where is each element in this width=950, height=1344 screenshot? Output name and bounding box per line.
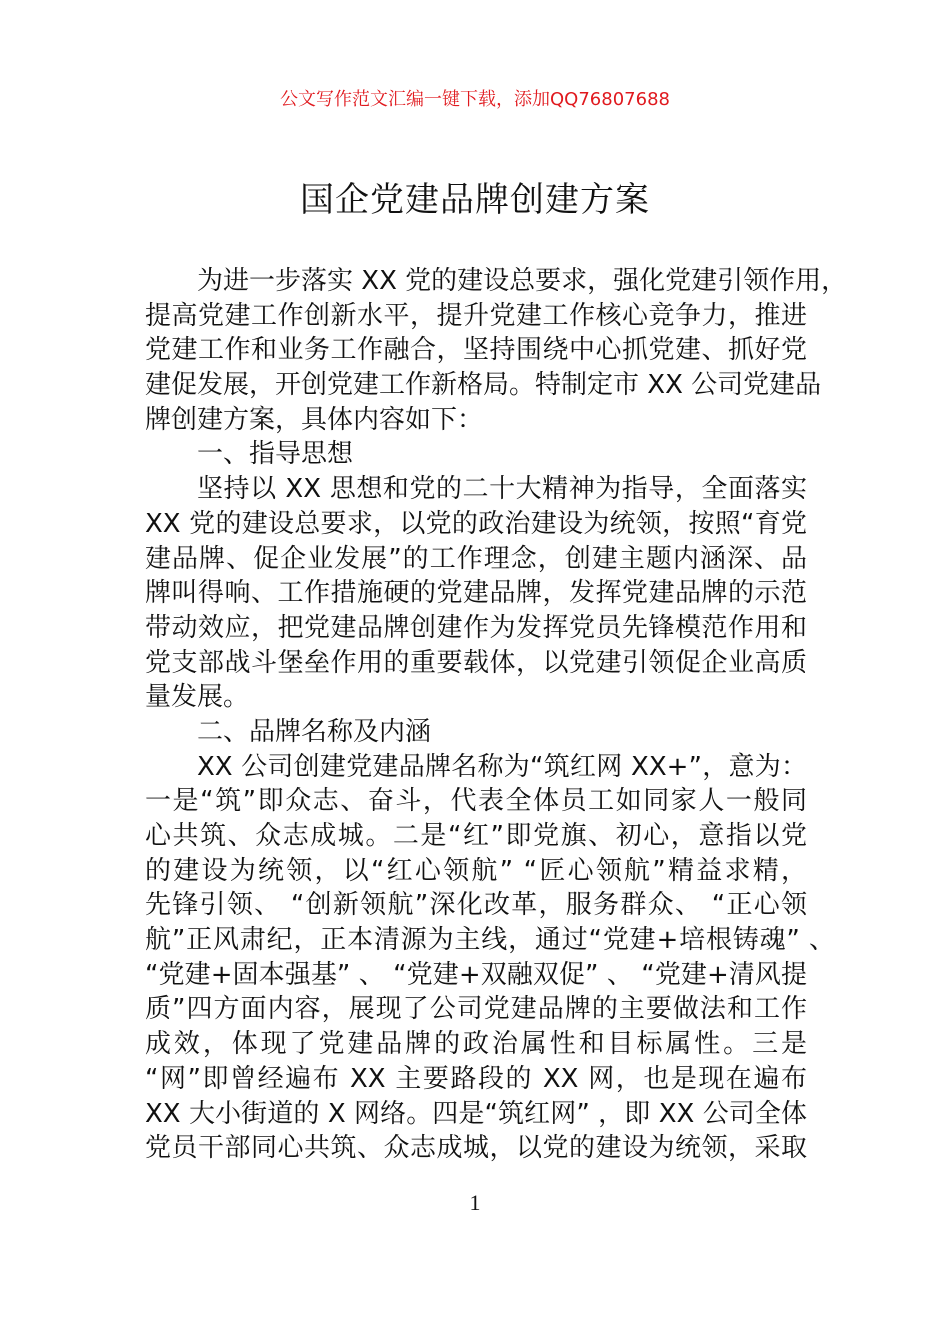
- text-line: 牌叫得响、工作措施硬的党建品牌，发挥党建品牌的示范: [145, 578, 807, 609]
- text-line: 质”四方面内容，展现了公司党建品牌的主要做法和工作: [145, 994, 807, 1025]
- text-line: 量发展。: [145, 682, 250, 713]
- text-line: 航”正风肃纪，正本清源为主线，通过“党建+培根铸魂” 、: [145, 925, 835, 956]
- text-line: XX 公司创建党建品牌名称为“筑红网 XX+”，意为：: [197, 751, 807, 782]
- section-heading: 二、品牌名称及内涵: [197, 716, 432, 747]
- text-line: 坚持以 XX 思想和党的二十大精神为指导，全面落实: [197, 474, 807, 505]
- text-line: 党支部战斗堡垒作用的重要载体，以党建引领促企业高质: [145, 647, 807, 678]
- text-line: 建促发展，开创党建工作新格局。特制定市 XX 公司党建品: [145, 370, 822, 401]
- document-title: 国企党建品牌创建方案: [300, 180, 650, 220]
- text-line: XX 大小街道的 X 网络。四是“筑红网” ，即 XX 公司全体: [145, 1098, 807, 1129]
- text-line: “党建+固本强基” 、 “党建+双融双促” 、 “党建+清风提: [145, 959, 807, 990]
- text-line: 先锋引领、 “创新领航”深化改革，服务群众、 “正心领: [145, 890, 807, 921]
- text-line: 的建设为统领，以“红心领航” “匠心领航”精益求精，: [145, 855, 807, 886]
- text-line: “网”即曾经遍布 XX 主要路段的 XX 网，也是现在遍布: [145, 1063, 807, 1094]
- text-line: 带动效应，把党建品牌创建作为发挥党员先锋模范作用和: [145, 612, 807, 643]
- text-line: 提高党建工作创新水平，提升党建工作核心竞争力，推进: [145, 300, 807, 331]
- download-header-banner: 公文写作范文汇编一键下载，添加QQ76807688: [280, 89, 670, 110]
- text-line: 牌创建方案，具体内容如下：: [145, 404, 484, 435]
- text-line: 成效，体现了党建品牌的政治属性和目标属性。三是: [145, 1029, 807, 1060]
- text-line: 一是“筑”即众志、奋斗，代表全体员工如同家人一般同: [145, 786, 807, 817]
- page-number: 1: [469, 1190, 481, 1215]
- text-line: 为进一步落实 XX 党的建设总要求，强化党建引领作用，: [197, 266, 848, 296]
- text-line: 心共筑、众志成城。二是“红”即党旗、初心，意指以党: [145, 821, 807, 851]
- text-line: 建品牌、促企业发展”的工作理念，创建主题内涵深、品: [145, 543, 807, 574]
- text-line: XX 党的建设总要求，以党的政治建设为统领，按照“育党: [145, 508, 807, 539]
- section-heading: 一、指导思想: [197, 439, 354, 470]
- document-body: [145, 264, 848, 1166]
- text-line: 党建工作和业务工作融合，坚持围绕中心抓党建、抓好党: [145, 335, 807, 366]
- text-line: 党员干部同心共筑、众志成城，以党的建设为统领，采取: [145, 1133, 807, 1164]
